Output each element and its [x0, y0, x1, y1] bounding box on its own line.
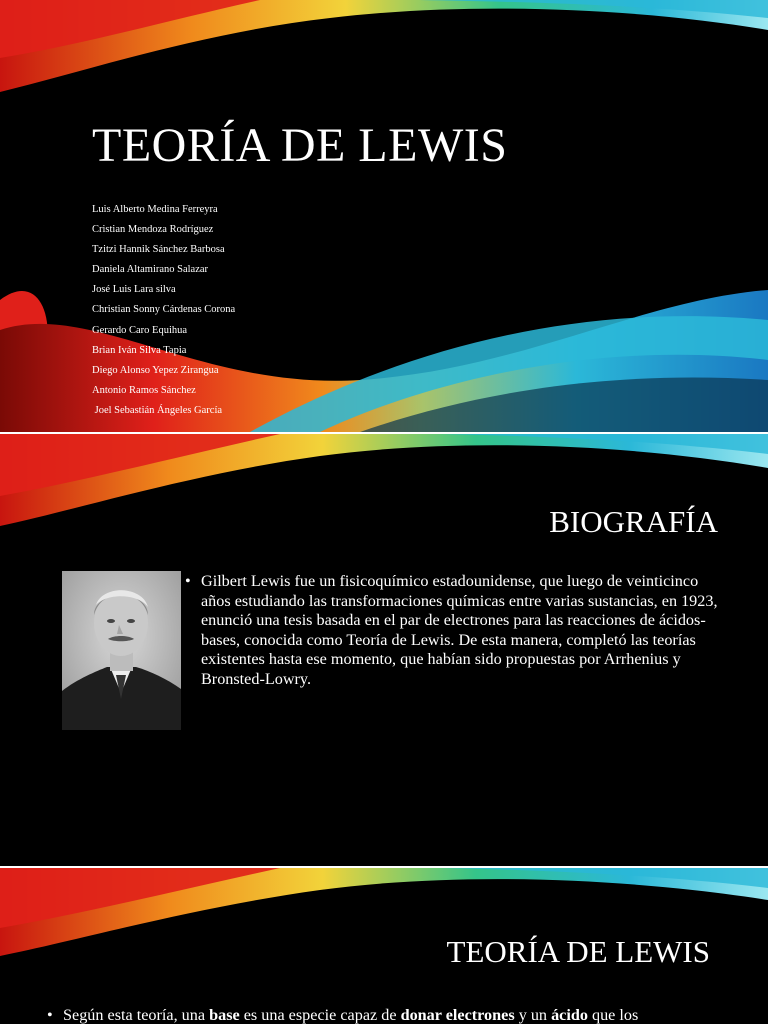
- lewis-theory-slide: [0, 868, 768, 1024]
- author-name: Antonio Ramos Sánchez: [92, 384, 196, 396]
- author-name: Christian Sonny Cárdenas Corona: [92, 304, 236, 316]
- author-name: Diego Alonso Yepez Zirangua: [92, 364, 219, 376]
- title-slide: [0, 0, 768, 432]
- author-name: Daniela Altamirano Salazar: [92, 264, 209, 276]
- biography-slide: [0, 434, 768, 866]
- slide-title: TEORÍA DE LEWIS: [92, 119, 508, 172]
- author-name: José Luis Lara silva: [92, 284, 176, 296]
- slide-title: BIOGRAFÍA: [549, 504, 718, 539]
- biography-text: • Gilbert Lewis fue un fisicoquímico estadounidense, que luego de veinticinco años estudiando las transformaciones químicas entre varias sustancias, en 1923, enunció una tesis basada en el par de electrones para las reacciones de ácidos-bases, conocida como Teoría de Lewis. De esta manera, completó las teorías existentes hasta ese momento, que habían sido propuestas por Arrhenius y Bronsted-Lowry.: [185, 572, 725, 689]
- slide-title: TEORÍA DE LEWIS: [446, 934, 710, 969]
- author-name: Joel Sebastián Ángeles García: [92, 404, 223, 416]
- author-name: Brian Iván Silva Tapia: [92, 344, 187, 356]
- biography-list: [185, 572, 725, 689]
- author-name: Luis Alberto Medina Ferreyra: [92, 204, 218, 215]
- author-list: [92, 203, 235, 424]
- author-name: Cristian Mendoza Rodríguez: [92, 224, 214, 236]
- author-name: Tzitzi Hannik Sánchez Barbosa: [92, 244, 225, 256]
- author-name: Gerardo Caro Equihua: [92, 324, 188, 336]
- gilbert-lewis-portrait: [62, 571, 181, 730]
- lewis-theory-text: • Según esta teoría, una base es una especie capaz de donar electrones y un ácido que los: [47, 1006, 638, 1024]
